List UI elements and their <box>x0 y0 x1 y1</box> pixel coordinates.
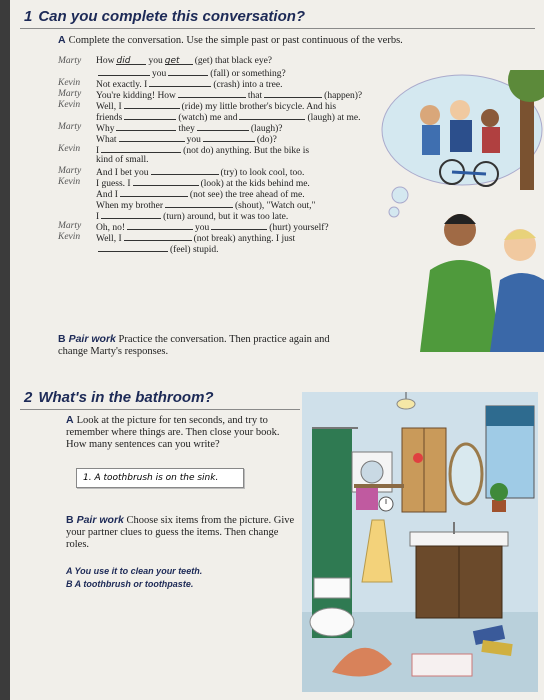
mirror <box>450 444 482 504</box>
bath-mat <box>412 654 472 676</box>
answer-blank[interactable] <box>124 100 180 109</box>
section-1-title-text: Can you complete this conversation? <box>38 8 306 25</box>
line-text: (watch) me and <box>178 113 238 123</box>
potted-plant-icon <box>490 483 508 512</box>
line-text: You're kidding! How <box>96 91 176 101</box>
line-text: Well, I <box>96 234 122 244</box>
section-2-part-b-instructions <box>66 514 296 551</box>
section-2-rule <box>20 409 300 410</box>
line-text: (not see) the tree ahead of me. <box>189 190 305 200</box>
handwritten-answer: did <box>116 56 131 66</box>
line-text: (ride) my little brother's bicycle. And his <box>181 102 337 112</box>
part-a-letter: A <box>66 414 74 426</box>
example-a-line: A You use it to clean your teeth. <box>66 566 203 576</box>
line-text: Well, I <box>96 102 122 112</box>
line-text: you <box>148 56 163 66</box>
answer-blank[interactable] <box>239 111 305 120</box>
textbook-page <box>10 0 544 700</box>
part-a-text: Complete the conversation. Use the simple past or past continuous of the verbs. <box>68 35 403 46</box>
part-b-text: Practice the conversation. Then practice again and change Marty's responses. <box>58 334 330 357</box>
answer-blank[interactable] <box>116 56 146 65</box>
section-1-title <box>24 8 305 25</box>
part-a-text: Look at the picture for ten seconds, and try to remember where things are. Then close your book. How many sentences can you write? <box>66 415 280 450</box>
handwritten-answer: get <box>164 56 180 66</box>
speaker-marty: Marty <box>58 166 82 176</box>
speaker-kevin: Kevin <box>58 78 81 88</box>
line-text: you <box>152 69 167 79</box>
answer-blank[interactable] <box>149 78 211 87</box>
line-text: friends <box>96 113 123 123</box>
line-text: (crash) into a tree. <box>213 80 283 90</box>
answer-blank[interactable] <box>264 89 322 98</box>
part-a-letter: A <box>58 34 66 46</box>
line-text: (fall) or something? <box>210 69 286 79</box>
line-text: (shout), "Watch out," <box>235 201 316 211</box>
answer-blank[interactable] <box>203 133 255 142</box>
clock-icon <box>379 497 393 511</box>
answer-blank[interactable] <box>165 199 233 208</box>
speaker-marty: Marty <box>58 89 82 99</box>
line-text: What <box>96 135 117 145</box>
answer-blank[interactable] <box>124 111 176 120</box>
pair-work-label: Pair work <box>76 514 124 526</box>
line-text: (try) to look cool, too. <box>220 168 305 178</box>
line-text: And I <box>96 190 118 200</box>
answer-blank[interactable] <box>151 166 219 175</box>
line-text: (get) that black eye? <box>194 56 273 66</box>
speaker-kevin: Kevin <box>58 100 81 110</box>
line-text: (not break) anything. I just <box>193 234 296 244</box>
line-text: (happen)? <box>324 91 363 101</box>
line-text: I <box>96 212 100 222</box>
line-text: (feel) stupid. <box>170 245 219 255</box>
line-text: (laugh) at me. <box>307 113 361 123</box>
line-text: (laugh)? <box>250 124 283 134</box>
line-text: When my brother <box>96 201 164 211</box>
window <box>486 406 534 498</box>
part-b-letter: B <box>66 514 74 526</box>
line-text: kind of small. <box>96 155 149 165</box>
line-text: that <box>247 91 263 101</box>
line-text: I <box>96 146 100 156</box>
line-text: (not do) anything. But the bike is <box>183 146 310 156</box>
answer-blank[interactable] <box>98 67 150 76</box>
marty-figure <box>420 214 500 352</box>
example-answer-text: 1. A toothbrush is on the sink. <box>83 473 219 483</box>
line-text: you <box>195 223 210 233</box>
example-b-line: B A toothbrush or toothpaste. <box>66 579 194 589</box>
section-1-part-a-instructions <box>58 34 458 47</box>
pair-work-label: Pair work <box>68 333 116 345</box>
answer-blank[interactable] <box>101 144 181 153</box>
conversation-illustration <box>360 70 544 352</box>
medicine-cabinet <box>402 428 446 512</box>
answer-blank[interactable] <box>165 56 193 65</box>
line-text: (do)? <box>256 135 277 145</box>
line-text: Why <box>96 124 115 134</box>
answer-blank[interactable] <box>119 133 185 142</box>
line-text: (look) at the kids behind me. <box>200 179 310 189</box>
section-1-part-b-instructions <box>58 333 358 358</box>
line-text: And I bet you <box>96 168 149 178</box>
example-answer-box <box>76 468 244 488</box>
line-text: (turn) around, but it was too late. <box>163 212 289 222</box>
section-1-rule <box>20 28 535 29</box>
speaker-marty: Marty <box>58 221 82 231</box>
kevin-figure <box>490 229 544 352</box>
section-2-title-text: What's in the bathroom? <box>38 389 214 406</box>
answer-blank[interactable] <box>178 89 246 98</box>
line-text: Oh, no! <box>96 223 126 233</box>
line-text: they <box>178 124 195 134</box>
answer-blank[interactable] <box>116 122 176 131</box>
answer-blank[interactable] <box>168 67 208 76</box>
speaker-marty: Marty <box>58 56 82 66</box>
answer-blank[interactable] <box>211 221 267 230</box>
line-text: you <box>186 135 201 145</box>
section-2-number: 2 <box>24 389 33 406</box>
answer-blank[interactable] <box>98 243 168 252</box>
speaker-kevin: Kevin <box>58 144 81 154</box>
answer-blank[interactable] <box>133 177 199 186</box>
page-shadow-edge <box>0 0 10 700</box>
answer-blank[interactable] <box>197 122 249 131</box>
line-text: Not exactly. I <box>96 80 148 90</box>
sink-cabinet <box>410 522 508 618</box>
part-b-text: Choose six items from the picture. Give your partner clues to guess the items. Then change roles. <box>66 515 295 550</box>
answer-blank[interactable] <box>127 221 193 230</box>
part-b-letter: B <box>58 333 66 345</box>
section-2-title <box>24 389 214 406</box>
section-2-part-a-instructions <box>66 414 302 451</box>
speaker-kevin: Kevin <box>58 177 81 187</box>
answer-blank[interactable] <box>120 188 188 197</box>
answer-blank[interactable] <box>101 210 161 219</box>
line-text: I guess. I <box>96 179 131 189</box>
speaker-marty: Marty <box>58 122 82 132</box>
bathroom-illustration <box>302 392 538 692</box>
shower-curtain <box>312 428 358 638</box>
section-1-number: 1 <box>24 8 33 25</box>
answer-blank[interactable] <box>124 232 192 241</box>
line-text: How <box>96 56 115 66</box>
speaker-kevin: Kevin <box>58 232 81 242</box>
line-text: (hurt) yourself? <box>269 223 329 233</box>
